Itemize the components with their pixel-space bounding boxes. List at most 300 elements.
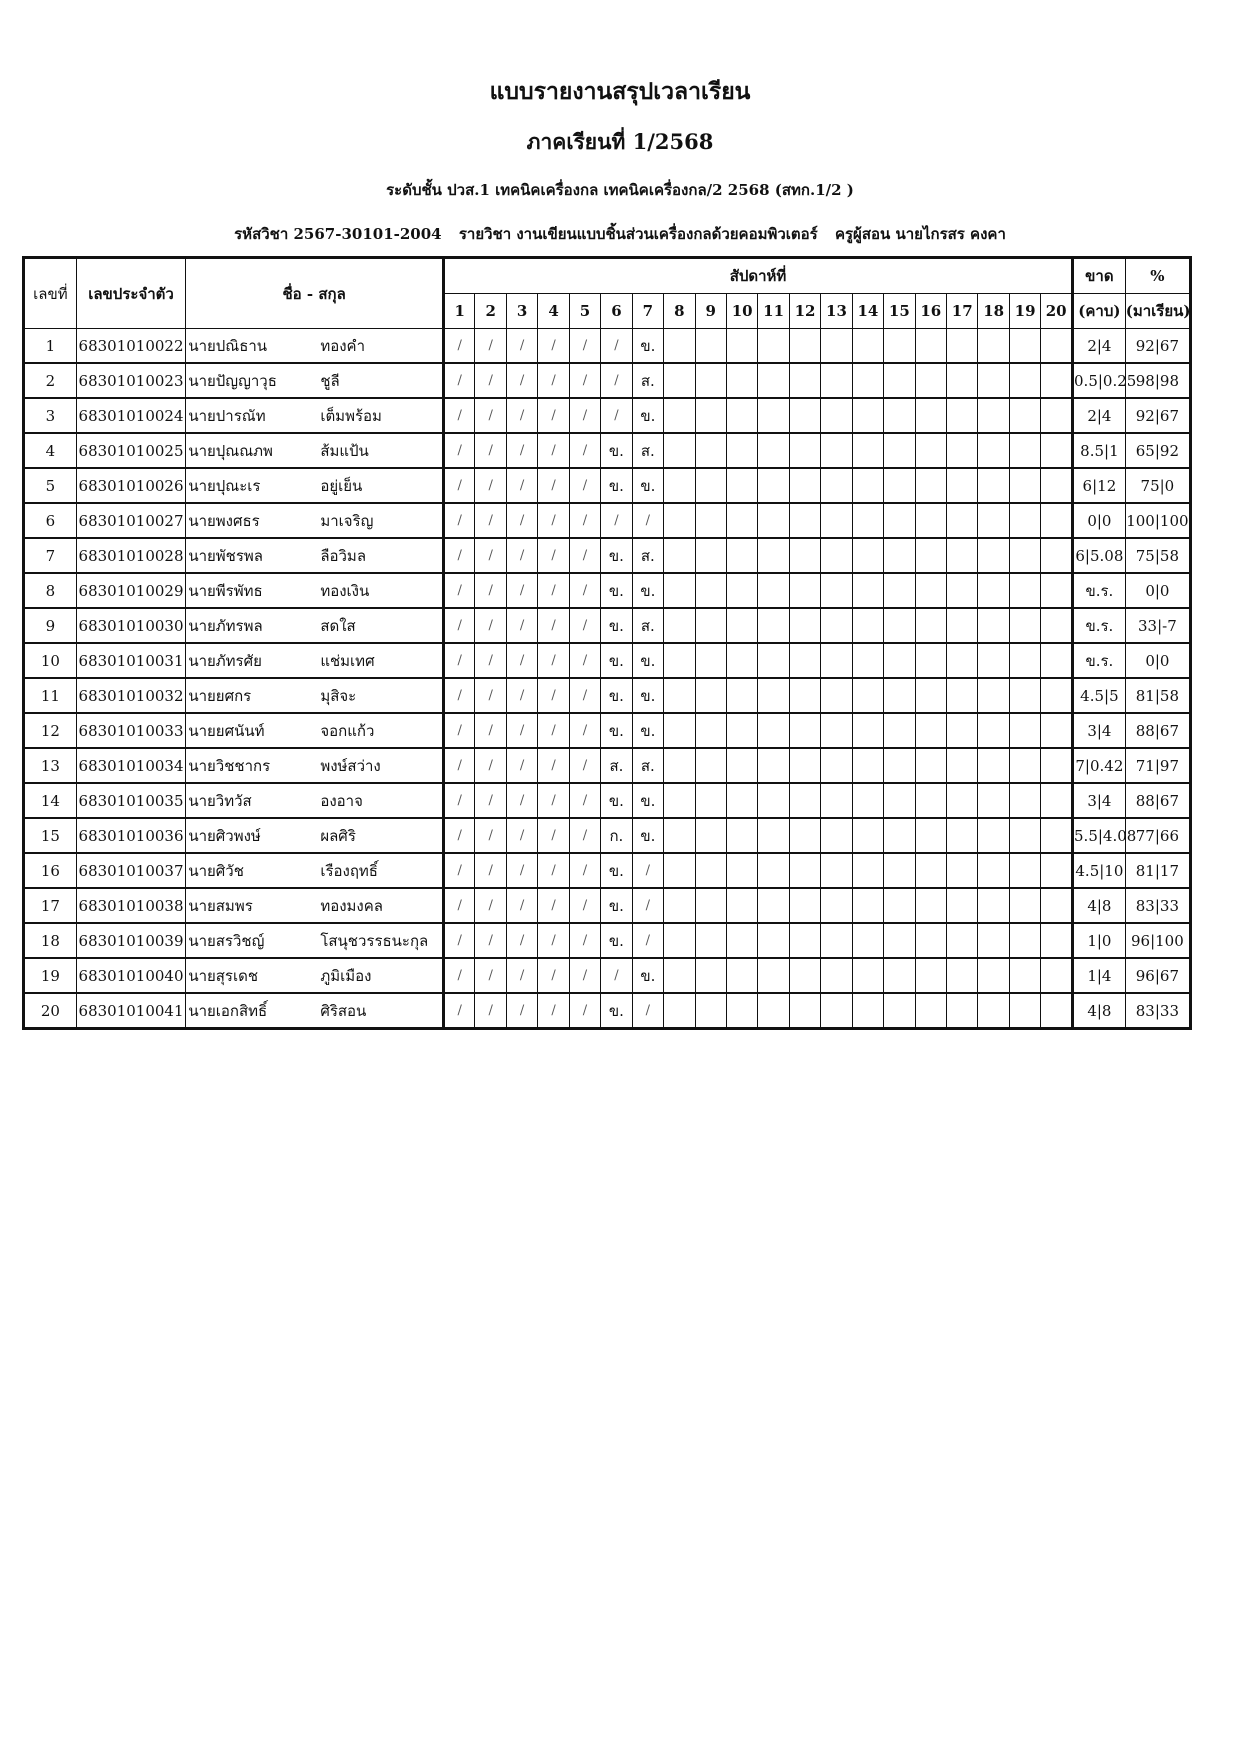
week-number-header: 5 bbox=[569, 294, 600, 329]
table-row bbox=[24, 433, 1191, 468]
week-cell: / bbox=[569, 853, 600, 888]
last-name: เต็มพร้อม bbox=[320, 406, 382, 425]
week-cell bbox=[915, 503, 946, 538]
absent-periods: 3|4 bbox=[1073, 713, 1126, 748]
student-id: 68301010030 bbox=[76, 608, 186, 643]
week-cell bbox=[852, 573, 883, 608]
week-cell bbox=[884, 888, 915, 923]
week-cell: ข. bbox=[601, 468, 632, 503]
week-cell bbox=[726, 329, 757, 364]
week-cell bbox=[821, 468, 852, 503]
week-cell bbox=[695, 398, 726, 433]
week-cell bbox=[1009, 468, 1040, 503]
week-cell: / bbox=[538, 958, 569, 993]
week-cell: ข. bbox=[601, 853, 632, 888]
week-cell bbox=[664, 573, 695, 608]
student-name bbox=[186, 329, 444, 364]
row-number: 20 bbox=[24, 993, 77, 1029]
week-cell bbox=[789, 818, 820, 853]
week-cell bbox=[664, 468, 695, 503]
absent-periods: 0.5|0.25 bbox=[1073, 363, 1126, 398]
first-name: นายยศนันท์ bbox=[188, 721, 265, 740]
week-cell bbox=[726, 643, 757, 678]
student-id: 68301010031 bbox=[76, 643, 186, 678]
week-cell bbox=[695, 503, 726, 538]
first-name: นายสมพร bbox=[188, 896, 253, 915]
week-cell: / bbox=[538, 748, 569, 783]
week-cell bbox=[978, 713, 1009, 748]
attendance-percent: 96|100 bbox=[1125, 923, 1190, 958]
week-cell: / bbox=[444, 329, 475, 364]
first-name: นายวิทวัส bbox=[188, 791, 252, 810]
week-cell bbox=[695, 608, 726, 643]
week-cell bbox=[947, 888, 978, 923]
week-cell bbox=[852, 398, 883, 433]
week-cell bbox=[947, 503, 978, 538]
week-cell: ส. bbox=[632, 748, 663, 783]
week-cell bbox=[915, 958, 946, 993]
absent-periods: ข.ร. bbox=[1073, 573, 1126, 608]
week-cell: / bbox=[538, 433, 569, 468]
week-cell: / bbox=[538, 503, 569, 538]
week-cell: ส. bbox=[632, 608, 663, 643]
week-cell bbox=[884, 923, 915, 958]
week-cell: / bbox=[569, 783, 600, 818]
week-cell bbox=[1041, 853, 1073, 888]
row-number: 12 bbox=[24, 713, 77, 748]
row-number: 6 bbox=[24, 503, 77, 538]
student-name bbox=[186, 853, 444, 888]
attendance-percent: 71|97 bbox=[1125, 748, 1190, 783]
week-number-header: 7 bbox=[632, 294, 663, 329]
col-header-percent: % bbox=[1125, 258, 1190, 294]
week-cell bbox=[695, 853, 726, 888]
week-cell bbox=[789, 888, 820, 923]
last-name: พงษ์สว่าง bbox=[320, 756, 381, 775]
row-number: 7 bbox=[24, 538, 77, 573]
last-name: โสนุชวรรธนะกุล bbox=[320, 931, 429, 950]
week-cell bbox=[884, 748, 915, 783]
week-cell bbox=[758, 818, 789, 853]
week-cell bbox=[852, 923, 883, 958]
week-cell bbox=[789, 503, 820, 538]
absent-periods: 6|5.08 bbox=[1073, 538, 1126, 573]
week-cell bbox=[1009, 643, 1040, 678]
week-cell bbox=[758, 573, 789, 608]
week-cell bbox=[758, 678, 789, 713]
week-cell bbox=[821, 678, 852, 713]
week-cell bbox=[758, 783, 789, 818]
week-cell bbox=[1009, 678, 1040, 713]
week-cell bbox=[695, 748, 726, 783]
week-cell bbox=[947, 468, 978, 503]
attendance-percent: 77|66 bbox=[1125, 818, 1190, 853]
student-name bbox=[186, 468, 444, 503]
week-cell bbox=[884, 958, 915, 993]
week-cell: ข. bbox=[601, 643, 632, 678]
week-cell: / bbox=[475, 363, 506, 398]
week-cell: / bbox=[569, 468, 600, 503]
week-cell: / bbox=[444, 993, 475, 1029]
student-id: 68301010033 bbox=[76, 713, 186, 748]
absent-periods: 3|4 bbox=[1073, 783, 1126, 818]
week-cell bbox=[947, 818, 978, 853]
first-name: นายเอกสิทธิ์ bbox=[188, 1001, 268, 1020]
week-cell bbox=[884, 503, 915, 538]
week-cell: ก. bbox=[601, 818, 632, 853]
week-cell: / bbox=[506, 608, 537, 643]
week-cell: ข. bbox=[632, 643, 663, 678]
week-cell: / bbox=[538, 923, 569, 958]
week-number-header: 13 bbox=[821, 294, 852, 329]
week-cell bbox=[884, 818, 915, 853]
week-cell: / bbox=[569, 433, 600, 468]
week-cell bbox=[726, 468, 757, 503]
week-cell bbox=[758, 923, 789, 958]
week-cell: / bbox=[475, 888, 506, 923]
week-cell: / bbox=[444, 853, 475, 888]
week-cell bbox=[695, 468, 726, 503]
week-cell: / bbox=[538, 853, 569, 888]
week-cell bbox=[821, 398, 852, 433]
week-cell bbox=[1009, 713, 1040, 748]
week-cell bbox=[978, 818, 1009, 853]
week-cell bbox=[915, 643, 946, 678]
last-name: ทองเงิน bbox=[320, 581, 370, 600]
week-cell: / bbox=[444, 958, 475, 993]
row-number: 4 bbox=[24, 433, 77, 468]
attendance-percent: 75|58 bbox=[1125, 538, 1190, 573]
week-cell: / bbox=[506, 538, 537, 573]
week-cell bbox=[915, 468, 946, 503]
week-cell bbox=[915, 993, 946, 1029]
week-cell bbox=[978, 538, 1009, 573]
week-cell: / bbox=[538, 468, 569, 503]
week-cell: / bbox=[475, 818, 506, 853]
student-id: 68301010024 bbox=[76, 398, 186, 433]
week-cell bbox=[664, 713, 695, 748]
last-name: ทองคำ bbox=[320, 336, 365, 355]
week-cell: / bbox=[444, 503, 475, 538]
row-number: 19 bbox=[24, 958, 77, 993]
week-cell bbox=[978, 608, 1009, 643]
week-cell: / bbox=[506, 818, 537, 853]
week-cell: / bbox=[444, 678, 475, 713]
student-id: 68301010036 bbox=[76, 818, 186, 853]
week-cell: / bbox=[569, 888, 600, 923]
week-cell: / bbox=[632, 503, 663, 538]
week-cell bbox=[821, 748, 852, 783]
week-cell bbox=[884, 363, 915, 398]
week-cell bbox=[947, 923, 978, 958]
week-cell bbox=[726, 818, 757, 853]
week-cell: / bbox=[475, 783, 506, 818]
week-cell bbox=[726, 573, 757, 608]
week-cell: / bbox=[475, 503, 506, 538]
attendance-percent: 65|92 bbox=[1125, 433, 1190, 468]
absent-periods: 2|4 bbox=[1073, 329, 1126, 364]
week-cell bbox=[821, 608, 852, 643]
week-cell bbox=[947, 608, 978, 643]
week-cell bbox=[1009, 958, 1040, 993]
week-cell bbox=[758, 958, 789, 993]
week-cell bbox=[664, 853, 695, 888]
week-cell bbox=[695, 818, 726, 853]
week-cell bbox=[789, 608, 820, 643]
week-cell: ข. bbox=[632, 329, 663, 364]
week-cell bbox=[821, 538, 852, 573]
week-cell: / bbox=[569, 329, 600, 364]
term-heading: ภาคเรียนที่ 1/2568 bbox=[526, 129, 714, 154]
week-cell: / bbox=[506, 329, 537, 364]
col-header-id: เลขประจำตัว bbox=[76, 258, 186, 329]
week-cell bbox=[884, 993, 915, 1029]
week-cell: ข. bbox=[632, 818, 663, 853]
week-cell bbox=[978, 888, 1009, 923]
student-id: 68301010037 bbox=[76, 853, 186, 888]
week-cell bbox=[1041, 433, 1073, 468]
week-cell: / bbox=[538, 783, 569, 818]
class-level-heading: ระดับชั้น ปวส.1 เทคนิคเครื่องกล เทคนิคเครื่องกล/2 2568 (สทก.1/2 ) bbox=[386, 181, 854, 199]
week-cell bbox=[758, 748, 789, 783]
last-name: แช่มเทศ bbox=[320, 651, 375, 670]
last-name: สดใส bbox=[320, 616, 356, 635]
week-cell: / bbox=[506, 783, 537, 818]
student-id: 68301010026 bbox=[76, 468, 186, 503]
week-cell: ข. bbox=[601, 713, 632, 748]
table-row bbox=[24, 958, 1191, 993]
week-cell bbox=[1041, 398, 1073, 433]
week-cell bbox=[789, 329, 820, 364]
week-cell: / bbox=[506, 923, 537, 958]
week-cell: / bbox=[475, 678, 506, 713]
student-id: 68301010022 bbox=[76, 329, 186, 364]
week-cell: ข. bbox=[632, 783, 663, 818]
week-cell: ข. bbox=[601, 888, 632, 923]
row-number: 2 bbox=[24, 363, 77, 398]
first-name: นายปัญญาวุธ bbox=[188, 371, 277, 390]
student-name bbox=[186, 713, 444, 748]
week-cell bbox=[695, 433, 726, 468]
table-row bbox=[24, 363, 1191, 398]
week-cell bbox=[884, 398, 915, 433]
row-number: 10 bbox=[24, 643, 77, 678]
week-number-header: 11 bbox=[758, 294, 789, 329]
week-cell bbox=[852, 363, 883, 398]
week-cell bbox=[758, 468, 789, 503]
week-cell bbox=[852, 853, 883, 888]
week-cell bbox=[789, 398, 820, 433]
week-cell: / bbox=[506, 573, 537, 608]
week-cell bbox=[726, 608, 757, 643]
week-number-header: 4 bbox=[538, 294, 569, 329]
week-cell bbox=[726, 923, 757, 958]
student-name bbox=[186, 538, 444, 573]
week-cell: ข. bbox=[601, 573, 632, 608]
week-cell bbox=[664, 643, 695, 678]
week-cell: ข. bbox=[632, 573, 663, 608]
week-cell bbox=[978, 678, 1009, 713]
week-cell bbox=[821, 573, 852, 608]
student-name bbox=[186, 398, 444, 433]
week-cell: / bbox=[506, 748, 537, 783]
col-header-weeks: สัปดาห์ที่ bbox=[444, 258, 1073, 294]
week-cell: / bbox=[506, 888, 537, 923]
table-row bbox=[24, 468, 1191, 503]
week-cell: / bbox=[538, 573, 569, 608]
student-id: 68301010039 bbox=[76, 923, 186, 958]
week-cell bbox=[758, 363, 789, 398]
week-cell bbox=[664, 503, 695, 538]
week-cell bbox=[947, 643, 978, 678]
week-number-header: 3 bbox=[506, 294, 537, 329]
week-cell: / bbox=[506, 433, 537, 468]
absent-periods: 2|4 bbox=[1073, 398, 1126, 433]
week-cell bbox=[1041, 888, 1073, 923]
week-cell bbox=[852, 678, 883, 713]
week-cell bbox=[884, 573, 915, 608]
col-header-absent: ขาด bbox=[1073, 258, 1126, 294]
week-cell bbox=[884, 468, 915, 503]
row-number: 8 bbox=[24, 573, 77, 608]
attendance-percent: 96|67 bbox=[1125, 958, 1190, 993]
week-cell bbox=[695, 888, 726, 923]
week-cell: / bbox=[569, 993, 600, 1029]
attendance-table bbox=[22, 256, 1192, 1030]
week-cell bbox=[726, 503, 757, 538]
week-cell bbox=[726, 398, 757, 433]
row-number: 11 bbox=[24, 678, 77, 713]
first-name: นายพีรพัทธ bbox=[188, 581, 263, 600]
week-cell bbox=[726, 993, 757, 1029]
week-cell: / bbox=[444, 748, 475, 783]
student-id: 68301010034 bbox=[76, 748, 186, 783]
week-cell bbox=[664, 608, 695, 643]
week-cell bbox=[978, 958, 1009, 993]
week-cell bbox=[1009, 538, 1040, 573]
last-name: ผลศิริ bbox=[320, 826, 356, 845]
week-cell bbox=[852, 783, 883, 818]
week-cell: / bbox=[538, 398, 569, 433]
week-cell: / bbox=[538, 713, 569, 748]
week-cell bbox=[664, 398, 695, 433]
week-cell: / bbox=[569, 748, 600, 783]
week-cell bbox=[1041, 923, 1073, 958]
student-name bbox=[186, 888, 444, 923]
row-number: 13 bbox=[24, 748, 77, 783]
week-cell: ข. bbox=[632, 713, 663, 748]
col-header-percent-unit: (มาเรียน) bbox=[1125, 294, 1190, 329]
attendance-percent: 33|-7 bbox=[1125, 608, 1190, 643]
week-cell bbox=[852, 468, 883, 503]
week-cell: / bbox=[506, 468, 537, 503]
week-cell bbox=[978, 993, 1009, 1029]
week-cell bbox=[947, 678, 978, 713]
week-cell bbox=[1041, 713, 1073, 748]
week-cell bbox=[789, 573, 820, 608]
week-cell: / bbox=[475, 713, 506, 748]
week-cell bbox=[695, 783, 726, 818]
row-number: 3 bbox=[24, 398, 77, 433]
attendance-percent: 83|33 bbox=[1125, 993, 1190, 1029]
week-cell bbox=[884, 783, 915, 818]
attendance-percent: 98|98 bbox=[1125, 363, 1190, 398]
week-cell bbox=[821, 643, 852, 678]
week-cell bbox=[695, 329, 726, 364]
first-name: นายพงศธร bbox=[188, 511, 260, 530]
week-cell bbox=[947, 783, 978, 818]
week-cell bbox=[664, 993, 695, 1029]
week-cell bbox=[789, 678, 820, 713]
week-cell: / bbox=[601, 958, 632, 993]
week-number-header: 17 bbox=[947, 294, 978, 329]
week-cell bbox=[789, 993, 820, 1029]
week-cell: / bbox=[538, 818, 569, 853]
week-cell: / bbox=[475, 643, 506, 678]
week-cell: / bbox=[569, 363, 600, 398]
last-name: ทองมงคล bbox=[320, 896, 383, 915]
week-cell bbox=[1041, 993, 1073, 1029]
table-row bbox=[24, 503, 1191, 538]
week-cell bbox=[1009, 888, 1040, 923]
attendance-percent: 100|100 bbox=[1125, 503, 1190, 538]
week-cell bbox=[1009, 818, 1040, 853]
week-cell bbox=[726, 433, 757, 468]
table-row bbox=[24, 678, 1191, 713]
week-cell bbox=[821, 923, 852, 958]
student-id: 68301010025 bbox=[76, 433, 186, 468]
first-name: นายปารณัท bbox=[188, 406, 266, 425]
week-cell bbox=[978, 748, 1009, 783]
week-cell bbox=[852, 993, 883, 1029]
student-name bbox=[186, 643, 444, 678]
week-cell: / bbox=[444, 433, 475, 468]
week-cell bbox=[947, 329, 978, 364]
week-cell bbox=[852, 818, 883, 853]
week-cell: / bbox=[506, 398, 537, 433]
week-cell: / bbox=[444, 608, 475, 643]
attendance-percent: 0|0 bbox=[1125, 643, 1190, 678]
week-cell bbox=[758, 398, 789, 433]
first-name: นายยศกร bbox=[188, 686, 252, 705]
last-name: เรืองฤทธิ์ bbox=[320, 861, 378, 880]
student-id: 68301010040 bbox=[76, 958, 186, 993]
attendance-percent: 81|17 bbox=[1125, 853, 1190, 888]
week-cell: ข. bbox=[601, 433, 632, 468]
week-cell: ข. bbox=[601, 783, 632, 818]
week-cell bbox=[947, 853, 978, 888]
week-cell: / bbox=[601, 398, 632, 433]
week-cell bbox=[664, 433, 695, 468]
table-row bbox=[24, 608, 1191, 643]
week-cell: / bbox=[444, 398, 475, 433]
week-cell: / bbox=[444, 363, 475, 398]
week-cell bbox=[789, 468, 820, 503]
week-cell bbox=[852, 643, 883, 678]
first-name: นายปุณณภพ bbox=[188, 441, 273, 460]
week-cell bbox=[915, 608, 946, 643]
week-cell bbox=[852, 503, 883, 538]
week-cell bbox=[695, 538, 726, 573]
week-cell: / bbox=[475, 573, 506, 608]
week-cell bbox=[758, 643, 789, 678]
week-cell bbox=[884, 713, 915, 748]
week-cell bbox=[947, 958, 978, 993]
last-name: อยู่เย็น bbox=[320, 476, 363, 495]
week-number-header: 10 bbox=[726, 294, 757, 329]
week-cell: / bbox=[475, 468, 506, 503]
week-cell: / bbox=[538, 329, 569, 364]
